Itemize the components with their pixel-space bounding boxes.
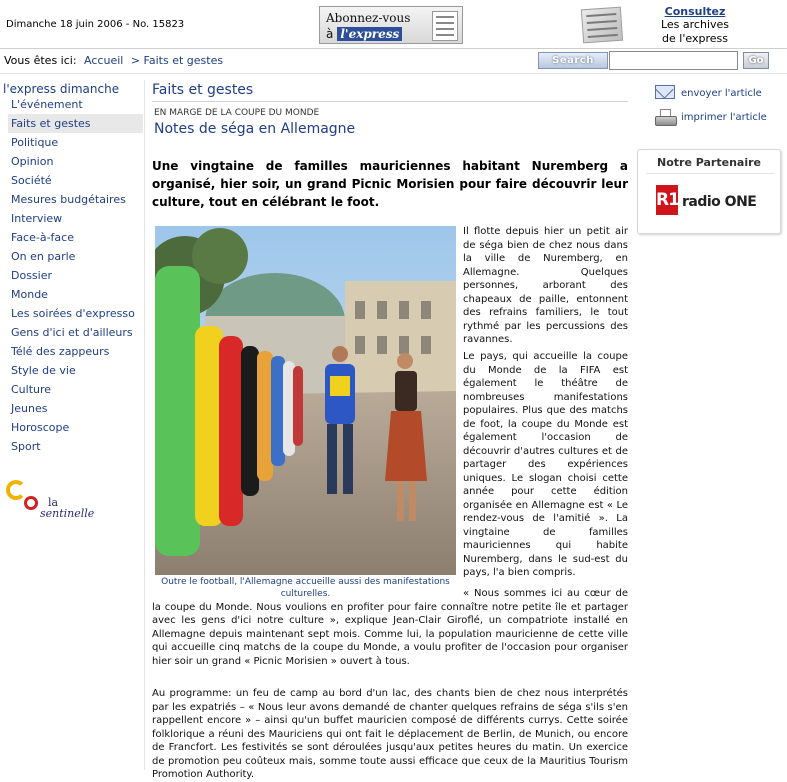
archives-link[interactable] xyxy=(640,5,750,46)
archives-title[interactable]: Consultez xyxy=(664,5,726,18)
sidebar-item[interactable]: Faits et gestes xyxy=(8,114,143,133)
header-divider xyxy=(0,48,787,49)
subscribe-banner[interactable] xyxy=(319,6,463,44)
go-button[interactable]: Go xyxy=(743,52,769,69)
sidebar-item[interactable]: Interview xyxy=(11,212,63,225)
radio-one-badge: R1 xyxy=(656,185,678,215)
sidebar-title: l'express dimanche xyxy=(3,82,120,96)
section-heading: Faits et gestes xyxy=(152,82,254,98)
sidebar-nav xyxy=(8,95,143,456)
sidebar-item[interactable]: Télé des zappeurs xyxy=(11,345,110,358)
date-line: Dimanche 18 juin 2006 - No. 15823 xyxy=(6,19,185,30)
sidebar-item[interactable]: Gens d'ici et d'ailleurs xyxy=(11,326,133,339)
breadcrumb-prefix: Vous êtes ici: xyxy=(4,54,77,67)
send-article-label[interactable]: envoyer l'article xyxy=(681,88,762,99)
sidebar-item[interactable]: Horoscope xyxy=(11,421,70,434)
sidebar-item[interactable]: On en parle xyxy=(11,250,76,263)
subscribe-line: Abonnez-vous xyxy=(326,11,411,25)
search-input[interactable] xyxy=(609,51,738,70)
la-sentinelle-logo[interactable] xyxy=(6,480,96,522)
radio-one-logo[interactable] xyxy=(656,185,766,217)
sidebar-item[interactable]: Dossier xyxy=(11,269,53,282)
subscribe-brand-line xyxy=(326,27,402,41)
article-paragraph: Au programme: un feu de camp au bord d'un lac, des chants bien de chez nous interprétés par les expatriés – « Nous leur avons demandé de chanter quelques refrains de séga s'ils s'en rappellent encore » – ainsi qu'un buffet mauricien composé de différents currys. Cette soirée folklorique a réuni des Mauriciens qui ont fait le déplacement de Berlin, de Munich, ou encore de Francfort. Les festivités se sont déroulées jusqu'aux petites heures du matin. Un exercice de promotion peu coûteux mais, somme toute aussi efficace que ceux de la Mauritius Tourism Promotion Authority. xyxy=(152,688,628,780)
envelope-icon xyxy=(655,85,675,99)
sidebar-item[interactable]: Culture xyxy=(11,383,52,396)
search-divider xyxy=(0,73,787,74)
photo-caption: Outre le football, l'Allemagne accueille aussi des manifestations culturelles. xyxy=(161,577,450,599)
sidebar-item[interactable]: Style de vie xyxy=(11,364,76,377)
printer-icon xyxy=(655,109,677,129)
sidebar-item[interactable]: Les soirées d'expresso xyxy=(11,307,135,320)
article-paragraph: « Nous sommes ici au cœur de la coupe du Monde. Nous voulions en profiter pour faire connaître notre petite île et partager avec les gens d'ici notre culture », explique Jean-Clair Giroflé, un compatriote installé en Allemagne depuis maintenant sept mois. Comme lui, la population mauricienne de cette ville qui accueille cinq matchs de la coupe du Monde, a voulu profiter de l'occasion pour organiser hier soir un grand « Picnic Morisien » ouvert à tous. xyxy=(152,588,628,667)
sidebar-item[interactable]: L'événement xyxy=(11,98,83,111)
archives-newspaper-icon[interactable] xyxy=(581,7,623,44)
article-kicker: EN MARGE DE LA COUPE DU MONDE xyxy=(154,108,320,118)
article-lead: Une vingtaine de familles mauriciennes habitant Nuremberg a organisé, hier soir, un grand Picnic Morisien pour faire découvrir leur culture, tout en célébrant le foot. xyxy=(152,159,628,209)
radio-one-name: radio ONE xyxy=(682,194,757,210)
sidebar-item[interactable]: Jeunes xyxy=(11,402,48,415)
sidebar-item[interactable]: Politique xyxy=(11,136,59,149)
sidebar-item[interactable]: Mesures budgétaires xyxy=(11,193,126,206)
partner-box xyxy=(637,149,781,234)
section-divider xyxy=(152,101,628,102)
express-logo: l'express xyxy=(337,27,402,41)
subscribe-prefix: à xyxy=(326,27,334,41)
sidebar-divider xyxy=(144,80,145,770)
logo-prefix: la xyxy=(48,496,59,509)
sidebar-item[interactable]: Opinion xyxy=(11,155,54,168)
article-photo xyxy=(155,226,456,575)
article-paragraph: Il flotte depuis hier un petit air de séga bien de chez nous dans la ville de Nuremberg, en Allemagne. Quelques personnes, arborant des chapeaux de paille, entonnent des refrains familiers, le tout rythmé par les percussions des ravannes. xyxy=(463,226,628,345)
article-title: Notes de séga en Allemagne xyxy=(154,121,356,137)
archives-line1: Les archives xyxy=(660,18,730,31)
logo-name: sentinelle xyxy=(40,507,95,520)
sidebar-item[interactable]: Société xyxy=(11,174,52,187)
partner-title: Notre Partenaire xyxy=(657,156,761,169)
sidebar-item[interactable]: Sport xyxy=(11,440,41,453)
breadcrumb-home-link[interactable]: Accueil xyxy=(84,54,124,67)
breadcrumb xyxy=(4,54,223,67)
partner-divider xyxy=(646,173,774,174)
archives-line2: de l'express xyxy=(662,32,728,45)
newspaper-reader-icon xyxy=(432,11,458,41)
print-article-label[interactable]: imprimer l'article xyxy=(681,112,767,123)
breadcrumb-current[interactable]: > Faits et gestes xyxy=(130,54,224,67)
sidebar-item[interactable]: Face-à-face xyxy=(11,231,74,244)
sun-icon xyxy=(6,480,26,500)
ring-icon xyxy=(24,496,38,510)
article-paragraph: Le pays, qui accueille la coupe du Monde de la FIFA est également le théâtre de nombreuses manifestations populaires. Plus que des matchs de foot, la coupe du Monde est également l'occasion de découvrir d'autres cultures et de partager des expériences uniques. Le slogan choisi cette année pour cette édition organisée en Allemagne est « Le rendez-vous de l'amitié ». La vingtaine de familles mauriciennes qui habite Nuremberg, dans le sud-est du pays, l'a bien compris. xyxy=(463,351,628,578)
search-button[interactable]: Search xyxy=(538,52,608,69)
sidebar-item[interactable]: Monde xyxy=(11,288,48,301)
